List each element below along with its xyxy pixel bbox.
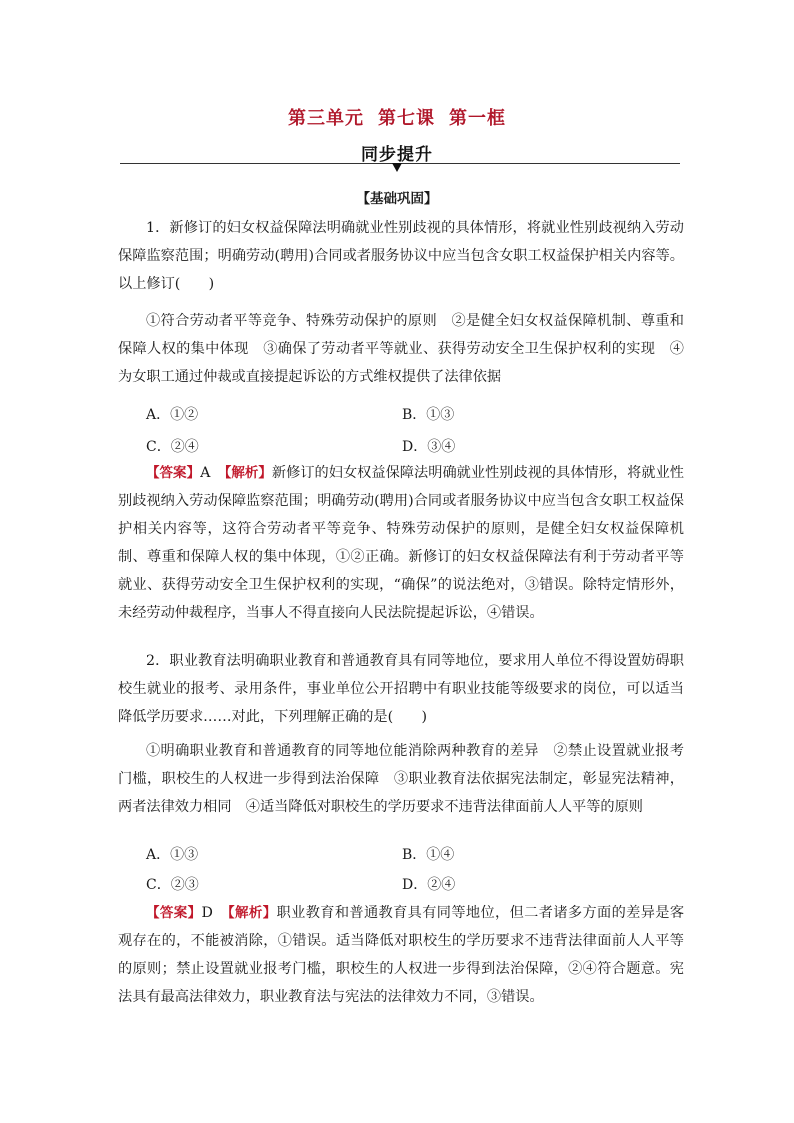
- analysis-tag: 【解析】: [224, 465, 272, 481]
- section-heading: 【基础巩固】: [356, 191, 438, 207]
- answer-tag: 【答案】: [146, 905, 202, 921]
- question-1-option-d: D．③④: [402, 439, 456, 455]
- page-subtitle: 同步提升: [361, 145, 433, 165]
- question-2-option-b: B．①④: [402, 847, 455, 863]
- question-2-option-a: A．①③: [146, 847, 199, 863]
- analysis-tag: 【解析】: [227, 905, 277, 921]
- down-triangle-icon: [392, 163, 402, 172]
- question-2-explanation: [118, 899, 684, 1011]
- question-1-explanation: [118, 459, 684, 627]
- question-2-answer: D: [201, 905, 213, 921]
- question-1-answer: A: [200, 465, 211, 481]
- question-2-analysis: 职业教育和普通教育具有同等地位，但二者诸多方面的差异是客观存在的，不能被消除，①错误。适当降低对职校生的学历要求不违背法律面前人人平等的原则；禁止设置就业报考门槛，职校生的人权进一步得到法治保障，②④符合题意。宪法具有最高法律效力，职业教育法与宪法的法律效力不同，③错误。: [118, 905, 685, 1005]
- question-2-option-c: C．②③: [146, 877, 199, 893]
- lesson-label: 第七课: [378, 108, 435, 129]
- question-1-option-a: A．①②: [146, 407, 199, 423]
- question-2-statements: ①明确职业教育和普通教育的同等地位能消除两种教育的差异 ②禁止设置就业报考门槛，职校生的人权进一步得到法治保障 ③职业教育法依据宪法制定，彰显宪法精神，两者法律效力相同 ④适当降低对职校生的学历要求不违背法律面前人人平等的原则: [118, 743, 684, 815]
- question-1-stem: 1．新修订的妇女权益保障法明确就业性别歧视的具体情形，将就业性别歧视纳入劳动保障监察范围；明确劳动(聘用)合同或者服务协议中应当包含女职工权益保护相关内容等。以上修订( ): [118, 220, 684, 292]
- question-2-option-d: D．②④: [402, 877, 456, 893]
- page-title: [0, 104, 794, 130]
- question-2-stem: 2．职业教育法明确职业教育和普通教育具有同等地位，要求用人单位不得设置妨碍职校生就业的报考、录用条件，事业单位公开招聘中有职业技能等级要求的岗位，可以适当降低学历要求……对此，下列理解正确的是( ): [118, 653, 684, 725]
- frame-label: 第一框: [449, 108, 506, 129]
- question-1-statements: ①符合劳动者平等竞争、特殊劳动保护的原则 ②是健全妇女权益保障机制、尊重和保障人权的集中体现 ③确保了劳动者平等就业、获得劳动安全卫生保护权利的实现 ④为女职工通过仲裁或直接提起诉讼的方式维权提供了法律依据: [118, 313, 684, 385]
- unit-label: 第三单元: [288, 108, 364, 129]
- question-1-option-b: B．①③: [402, 407, 455, 423]
- question-1-analysis: 新修订的妇女权益保障法明确就业性别歧视的具体情形，将就业性别歧视纳入劳动保障监察范围；明确劳动(聘用)合同或者服务协议中应当包含女职工权益保护相关内容等，这符合劳动者平等竞争、特殊劳动保护的原则，是健全妇女权益保障机制、尊重和保障人权的集中体现，①②正确。新修订的妇女权益保障法有利于劳动者平等就业、获得劳动安全卫生保护权利的实现，“确保”的说法绝对，③错误。除特定情形外，未经劳动仲裁程序，当事人不得直接向人民法院提起诉讼，④错误。: [118, 465, 684, 621]
- answer-tag: 【答案】: [146, 465, 201, 481]
- question-1-option-c: C．②④: [146, 439, 199, 455]
